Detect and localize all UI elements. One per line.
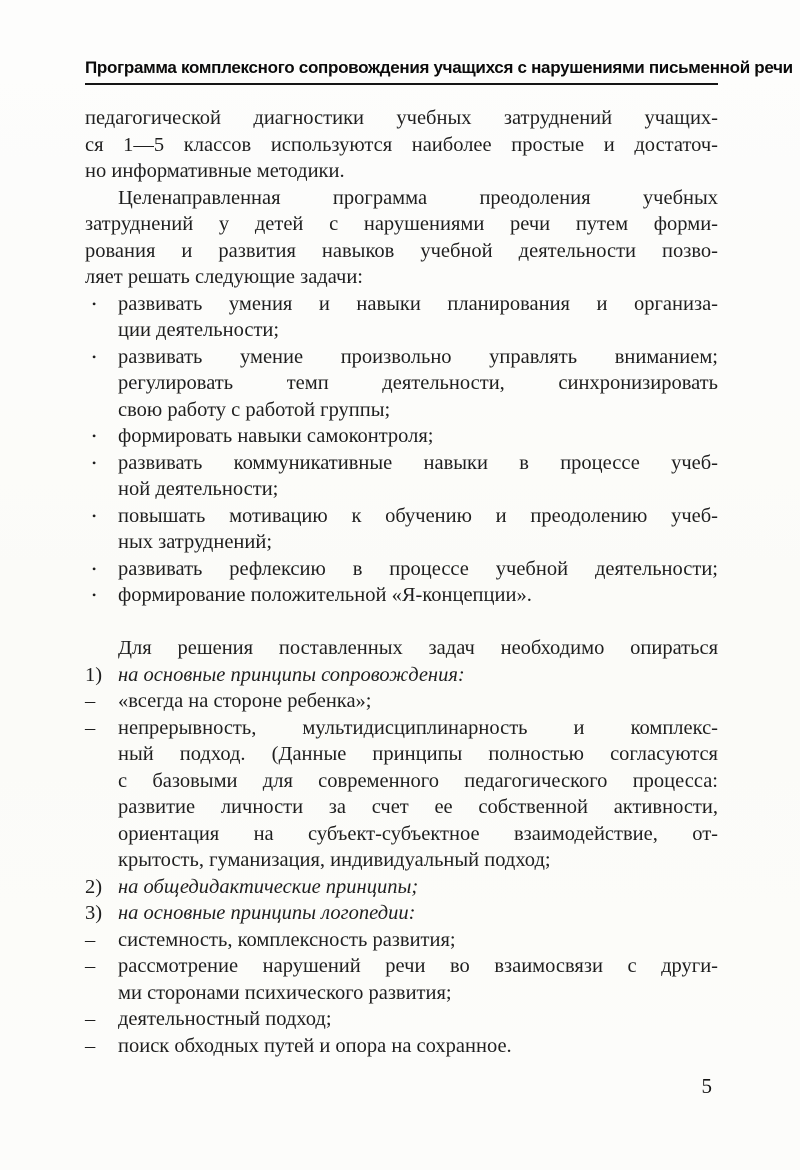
dash-item xyxy=(85,715,718,874)
bullet-item xyxy=(85,582,718,609)
paragraph xyxy=(85,105,718,185)
text-line: Целенаправленная программа преодоления учебных xyxy=(118,186,718,209)
bullet-marker: • xyxy=(92,429,97,443)
text-line: ной деятельности; xyxy=(118,478,279,500)
numbered-item xyxy=(85,874,718,901)
text-line: развивать рефлексию в процессе учебной деятельности; xyxy=(118,557,718,580)
bullet-marker: • xyxy=(92,508,97,523)
item-number-marker: 1) xyxy=(85,663,103,686)
dash-marker: – xyxy=(85,1008,96,1030)
text-line: «всегда на стороне ребенка»; xyxy=(118,690,372,712)
text-line: ориентация на субъект-субъектное взаимодействие, от- xyxy=(118,822,718,845)
text-line: но информативные методики. xyxy=(85,160,345,182)
dash-item xyxy=(85,688,718,715)
dash-item xyxy=(85,1033,718,1060)
text-line: ми сторонами психического развития; xyxy=(118,981,452,1004)
bullet-marker: • xyxy=(92,455,97,470)
text-line: поиск обходных путей и опора на сохранное. xyxy=(118,1034,512,1057)
text-line: затруднений у детей с нарушениями речи путем форми- xyxy=(85,213,718,235)
item-number-marker: 2) xyxy=(85,875,103,898)
text-line: непрерывность, мультидисциплинарность и комплекс- xyxy=(118,716,718,739)
bullet-item xyxy=(85,556,718,583)
text-line: развивать умение произвольно управлять вниманием; xyxy=(118,345,718,368)
text-line: ляет решать следующие задачи: xyxy=(85,266,363,288)
text-line: повышать мотивацию к обучению и преодолению учеб- xyxy=(118,504,718,527)
text-line: деятельностный подход; xyxy=(118,1008,332,1030)
bullet-item xyxy=(85,503,718,556)
text-line: на основные принципы сопровождения: xyxy=(118,663,465,686)
bullet-marker: • xyxy=(92,588,97,602)
text-line: системность, комплексность развития; xyxy=(118,928,456,951)
text-line: ный подход. (Данные принципы полностью согласуются xyxy=(118,743,718,765)
text-line: педагогической диагностики учебных затруднений учащих- xyxy=(85,107,718,129)
running-header: Программа комплексного сопровождения учащихся с нарушениями письменной речи xyxy=(85,58,718,85)
bullet-marker: • xyxy=(92,349,97,364)
dash-marker: – xyxy=(85,928,96,951)
text-line: с базовыми для современного педагогического процесса: xyxy=(118,769,718,792)
text-line: рассмотрение нарушений речи во взаимосвязи с други- xyxy=(118,955,718,977)
bullet-marker: • xyxy=(92,296,97,311)
dash-marker: – xyxy=(85,1034,96,1057)
dash-marker: – xyxy=(85,690,96,712)
text-line: формирование положительной «Я-концепции». xyxy=(118,584,532,606)
text-line: свою работу с работой группы; xyxy=(118,398,391,421)
bullet-marker: • xyxy=(92,561,97,576)
text-line: регулировать темп деятельности, синхронизировать xyxy=(118,372,718,394)
page-number: 5 xyxy=(701,1074,712,1098)
numbered-item xyxy=(85,662,718,689)
text-line: на основные принципы логопедии: xyxy=(118,902,416,924)
text-line: рования и развития навыков учебной деятельности позво- xyxy=(85,239,718,262)
text-line: развивать коммуникативные навыки в процессе учеб- xyxy=(118,451,718,474)
numbered-item xyxy=(85,900,718,927)
page-body xyxy=(85,105,718,1059)
text-line: ся 1—5 классов используются наиболее простые и достаточ- xyxy=(85,133,718,156)
paragraph xyxy=(85,185,718,291)
text-line: развитие личности за счет ее собственной активности, xyxy=(118,796,718,818)
text-line: развивать умения и навыки планирования и организа- xyxy=(118,292,718,315)
text-line: крытость, гуманизация, индивидуальный подход; xyxy=(118,849,551,871)
text-line: ции деятельности; xyxy=(118,319,280,341)
text-line: на общедидактические принципы; xyxy=(118,875,419,898)
item-number-marker: 3) xyxy=(85,902,103,924)
dash-marker: – xyxy=(85,955,96,977)
bullet-item xyxy=(85,450,718,503)
bullet-item xyxy=(85,344,718,424)
text-line: Для решения поставленных задач необходимо опираться xyxy=(118,637,718,659)
dash-item xyxy=(85,927,718,954)
dash-marker: – xyxy=(85,716,96,739)
bullet-item xyxy=(85,291,718,344)
bullet-item xyxy=(85,423,718,450)
dash-item xyxy=(85,953,718,1006)
text-line: формировать навыки самоконтроля; xyxy=(118,425,434,447)
text-line: ных затруднений; xyxy=(118,531,273,553)
dash-item xyxy=(85,1006,718,1033)
paragraph xyxy=(85,635,718,662)
